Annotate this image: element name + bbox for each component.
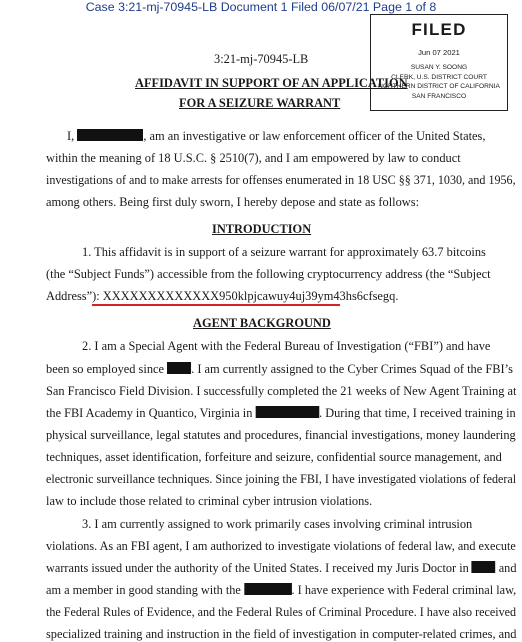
intro-text: , am an investigative or law enforcement officer of the United States, xyxy=(143,129,486,143)
para2-line-3: San Francisco Field Division. I successfully completed the 21 weeks of New Agent Training at xyxy=(46,384,517,398)
stamp-line: SUSAN Y. SOONG xyxy=(410,64,468,71)
para2-text: the FBI Academy in Quantico, Virginia in xyxy=(46,406,253,420)
stamp-line: NORTHERN DISTRICT OF CALIFORNIA xyxy=(378,83,500,90)
redaction-bar xyxy=(77,129,143,141)
introduction-heading: INTRODUCTION xyxy=(212,222,312,236)
document-title-line-2: FOR A SEIZURE WARRANT xyxy=(179,96,341,110)
redaction-bar xyxy=(472,561,496,573)
court-filing-header: Case 3:21-mj-70945-LB Document 1 Filed 06/07/21 Page 1 of 8 xyxy=(85,0,437,14)
para2-line-5: physical surveillance, legal statutes and procedures, financial investigations, money laundering xyxy=(46,428,516,442)
stamp-line: CLERK, U.S. DISTRICT COURT xyxy=(391,73,487,81)
para3-line-2: violations. As an FBI agent, I am authorized to investigate violations of federal law, and execute xyxy=(46,539,516,553)
intro-line-4: among others. Being first duly sworn, I hereby depose and state as follows: xyxy=(46,195,420,209)
para2-text: . I am currently assigned to the Cyber Crimes Squad of the FBI’s xyxy=(191,362,513,376)
para2-line-6: techniques, asset identification, forfeiture and seizure, confidential source management, and xyxy=(46,450,502,464)
para3-line-6: specialized training and instruction in the field of investigation in computer-related crimes, and xyxy=(46,627,517,641)
document-title-line-1: AFFIDAVIT IN SUPPORT OF AN APPLICATION xyxy=(135,76,408,90)
para3-text: and xyxy=(498,561,517,575)
para2-text: . During that time, I received training in xyxy=(319,406,516,420)
para2-line-7: electronic surveillance techniques. Since joining the FBI, I have investigated violations of federal xyxy=(46,472,517,486)
para2-line-8: law to include those related to criminal cyber intrusion violations. xyxy=(46,494,373,508)
case-number: 3:21-mj-70945-LB xyxy=(214,52,309,66)
intro-text: I, xyxy=(67,129,75,143)
stamp-line: SAN FRANCISCO xyxy=(411,92,467,100)
para2-line-2 xyxy=(46,362,513,377)
para3-text: . I have experience with Federal criminal law, xyxy=(291,583,517,597)
redaction-bar xyxy=(255,406,319,418)
filed-stamp xyxy=(370,14,508,111)
subject-address: XXXXXXXXXXXXX950klpjcawuy4uj39ym43hs6cfsegq xyxy=(102,289,396,303)
stamp-title: FILED xyxy=(411,20,467,39)
para1-line-2: (the “Subject Funds”) accessible from the following cryptocurrency address (the “Subject xyxy=(46,267,491,281)
para1-text: . xyxy=(395,289,399,303)
address-highlight-underline xyxy=(92,304,340,306)
para2-text: been so employed since xyxy=(46,362,165,376)
para3-line-3 xyxy=(46,561,516,576)
para2-line-4 xyxy=(46,406,516,421)
para1-line-1: 1. This affidavit is in support of a seizure warrant for approximately 63.7 bitcoins xyxy=(82,245,486,259)
para1-text: Address”): xyxy=(46,289,103,303)
para3-line-4 xyxy=(46,583,516,598)
para3-text: warrants issued under the authority of the United States. I received my Juris Doctor in xyxy=(46,561,469,575)
para3-text: am a member in good standing with the xyxy=(46,583,241,597)
agent-background-heading: AGENT BACKGROUND xyxy=(193,316,331,330)
redaction-bar xyxy=(244,583,292,595)
intro-line-2: within the meaning of 18 U.S.C. § 2510(7), and I am empowered by law to conduct xyxy=(46,151,461,165)
para3-line-1: 3. I am currently assigned to work primarily cases involving criminal intrusion xyxy=(82,517,473,531)
para1-line-3 xyxy=(46,289,398,304)
intro-line-3: investigations of and to make arrests for offenses enumerated in 18 USC §§ 371, 1030, and 1956, xyxy=(46,173,516,187)
redaction-bar xyxy=(167,362,191,374)
para2-line-1: 2. I am a Special Agent with the Federal Bureau of Investigation (“FBI”) and have xyxy=(82,339,491,353)
para3-line-5: the Federal Rules of Evidence, and the Federal Rules of Criminal Procedure. I have also received xyxy=(46,605,517,619)
stamp-date: Jun 07 2021 xyxy=(418,48,460,57)
intro-line-1 xyxy=(67,129,485,144)
